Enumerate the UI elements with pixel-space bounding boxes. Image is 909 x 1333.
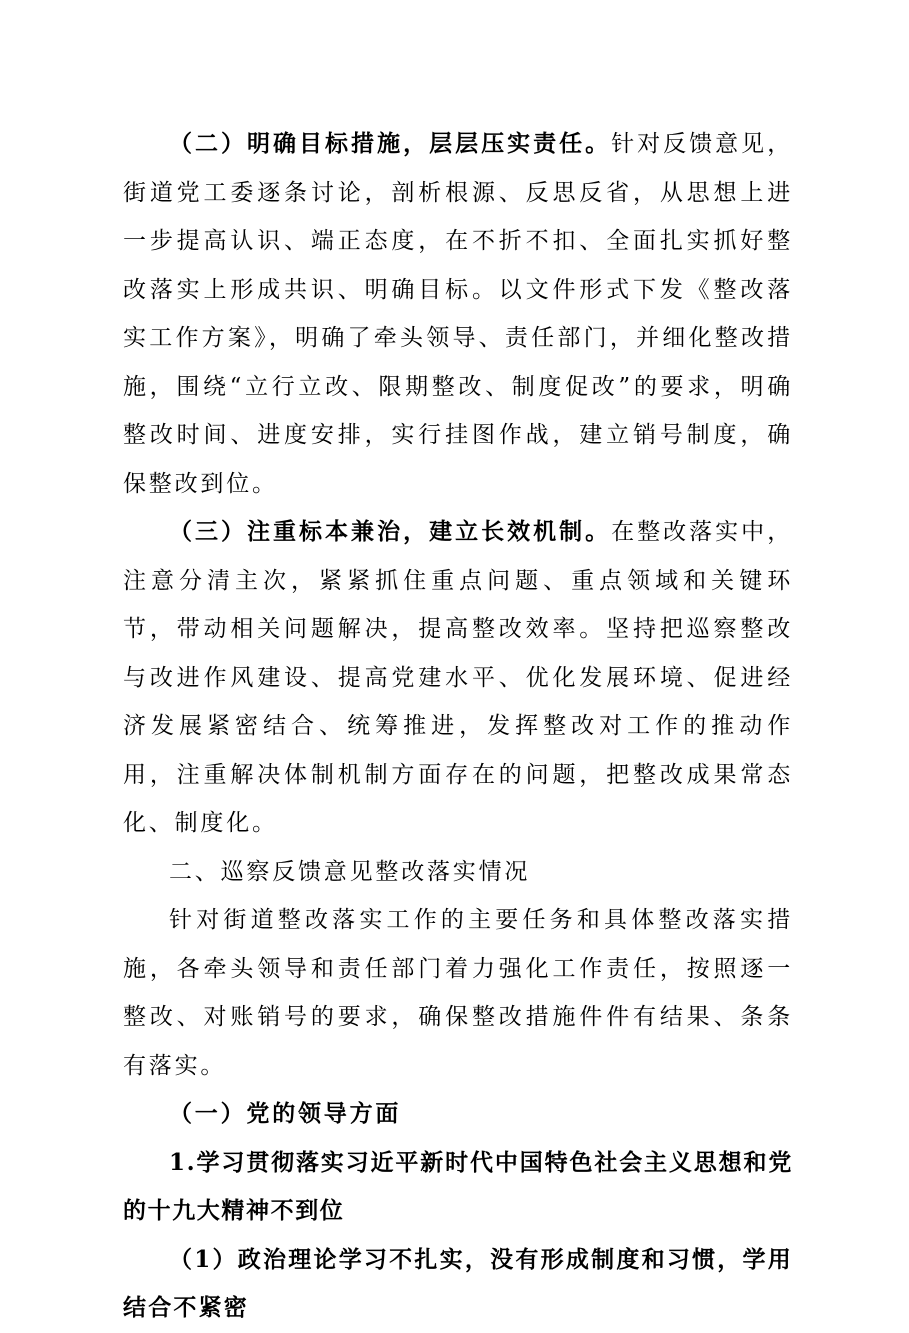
paragraph-text: 针对反馈意见，街道党工委逐条讨论，剖析根源、反思反省，从思想上进一步提高认识、端正态度，在不折不扣、全面扎实抓好整改落实上形成共识、明确目标。以文件形式下发《整改落实工作方案》，明确了牵头领导、责任部门，并细化整改措施，围绕“立行立改、限期整改、制度促改”的要求，明确整改时间、进度安排，实行挂图作战，建立销号制度，确保整改到位。 [123,131,793,497]
paragraph-heading: （三）注重标本兼治，建立长效机制。 [169,518,612,545]
sub-item-heading: （1）政治理论学习不扎实，没有形成制度和习惯，学用结合不紧密 [123,1245,793,1321]
paragraph-section-intro: 针对街道整改落实工作的主要任务和具体整改落实措施，各牵头领导和责任部门着力强化工作责任，按照逐一整改、对账销号的要求，确保整改措施件件有结果、条条有落实。 [123,907,793,1079]
section-heading: 二、巡察反馈意见整改落实情况 [169,858,531,885]
item-heading: 1.学习贯彻落实习近平新时代中国特色社会主义思想和党的十九大精神不到位 [123,1148,793,1224]
paragraph-measures [123,120,793,508]
document-body [123,120,793,1333]
paragraph-long-term-mechanism [123,508,793,848]
paragraph-heading: （二）明确目标措施，层层压实责任。 [169,130,612,157]
subsection-heading: （一）党的领导方面 [169,1100,402,1127]
paragraph-text: 在整改落实中，注意分清主次，紧紧抓住重点问题、重点领域和关键环节，带动相关问题解决，提高整改效率。坚持把巡察整改与改进作风建设、提高党建水平、优化发展环境、促进经济发展紧密结合、统筹推进，发挥整改对工作的推动作用，注重解决体制机制方面存在的问题，把整改成果常态化、制度化。 [123,519,793,836]
